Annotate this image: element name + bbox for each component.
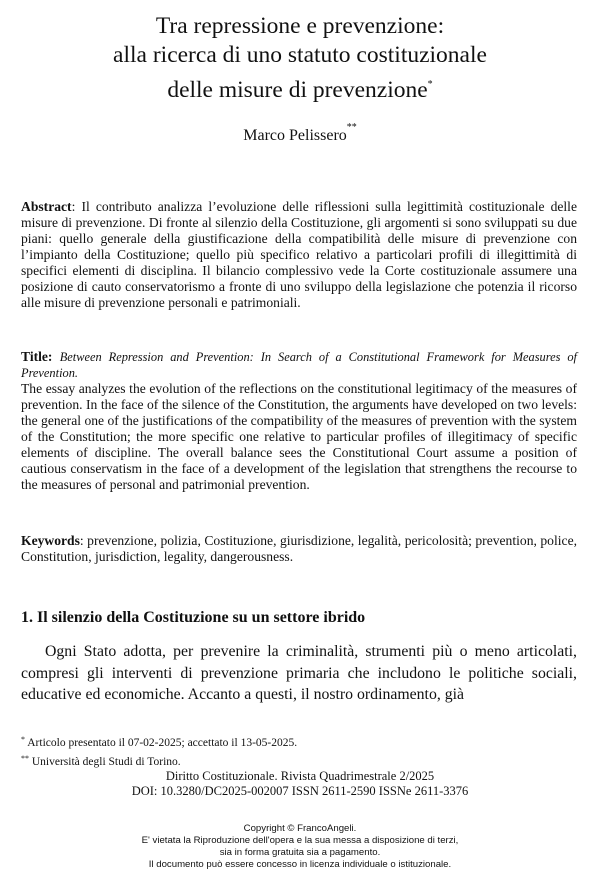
journal-line-1: Diritto Costituzionale. Rivista Quadrimestrale 2/2025 [165, 769, 435, 783]
copyright-line-4: Il documento può essere concesso in licenza individuale o istituzionale. [148, 859, 452, 870]
abstract-label: Abstract [21, 199, 72, 214]
copyright-notice [60, 823, 540, 871]
title-line-3 [40, 70, 560, 105]
journal-info [60, 769, 540, 799]
author-name: Marco Pelissero [243, 127, 347, 144]
keywords [21, 533, 577, 565]
footnote-2-mark: ** [21, 754, 29, 763]
english-title-line [21, 349, 577, 381]
keywords-label: Keywords [21, 533, 80, 548]
copyright-line-2: E' vietata la Riproduzione dell'opera e la sua messa a disposizione di terzi, [141, 835, 459, 846]
journal-doi-line: DOI: 10.3280/DC2025-002007 ISSN 2611-2590 ISSNe 2611-3376 [131, 784, 469, 798]
title-line-1: Tra repressione e prevenzione: [155, 13, 445, 39]
abstract-text: : Il contributo analizza l’evoluzione delle riflessioni sulla legittimità costituzionale delle misure di prevenzione. Di fronte al silenzio della Costituzione, gli argomenti si sono sviluppati su due piani: quello generale della giustificazione della compatibilità delle misure di prevenzione con l’impianto della Costituzione; quello più specifico relativo a particolari profili di illegittimità di specifici elementi di disciplina. Il bilancio complessivo vede la Corte costituzionale assumere una posizione di cauto conservatorismo a fronte di uno sviluppo della legislazione che potenzia il ricorso alle misure di prevenzione personali e patrimoniali. [21, 199, 577, 310]
english-title-label: Title: [21, 349, 53, 364]
english-summary [21, 349, 577, 493]
copyright-line-1: Copyright © FrancoAngeli. [243, 823, 357, 834]
footnote-1 [21, 732, 297, 751]
english-title: Between Repression and Prevention: In Search of a Constitutional Framework for Measures of Prevention. [21, 350, 578, 380]
footnote-2-text: Università degli Studi di Torino. [31, 756, 181, 768]
footnote-2 [21, 751, 297, 770]
title-line-2: alla ricerca di uno statuto costituzionale [113, 42, 487, 68]
english-abstract: The essay analyzes the evolution of the reflections on the constitutional legitimacy of the measures of prevention. In the face of the silence of the Constitution, the arguments have developed on two levels: the general one of the justifications of the compatibility of the measures of prevention with the system of the Constitution; the more specific one relative to particular profiles of illegitimacy of specific elements of discipline. The overall balance sees the Constitutional Court assume a position of cautious conservatism in the face of a development of the legislation that strengthens the recourse to the measures of personal and patrimonial prevention. [21, 381, 577, 492]
body-paragraph: Ogni Stato adotta, per prevenire la criminalità, strumenti più o meno articolati, compresi gli interventi di prevenzione primaria che includono le politiche sociali, educative ed economiche. Accanto a questi, il nostro ordinamento, già [21, 643, 577, 703]
author [40, 122, 560, 145]
footnote-1-text: Articolo presentato il 07-02-2025; accettato il 13-05-2025. [27, 737, 298, 749]
copyright-line-3: sia in forma gratuita sia a pagamento. [219, 847, 381, 858]
author-footnote-mark: ** [346, 122, 357, 133]
title-line-3-text: delle misure di prevenzione [167, 77, 428, 103]
footnote-1-mark: * [21, 735, 25, 744]
footnotes [21, 732, 297, 770]
title-footnote-mark: * [427, 79, 433, 90]
article-title [40, 12, 560, 105]
abstract [21, 199, 577, 311]
keywords-text: : prevenzione, polizia, Costituzione, giurisdizione, legalità, pericolosità; prevention, police, Constitution, jurisdiction, legality, dangerousness. [21, 533, 577, 564]
section-heading: 1. Il silenzio della Costituzione su un settore ibrido [21, 609, 366, 626]
